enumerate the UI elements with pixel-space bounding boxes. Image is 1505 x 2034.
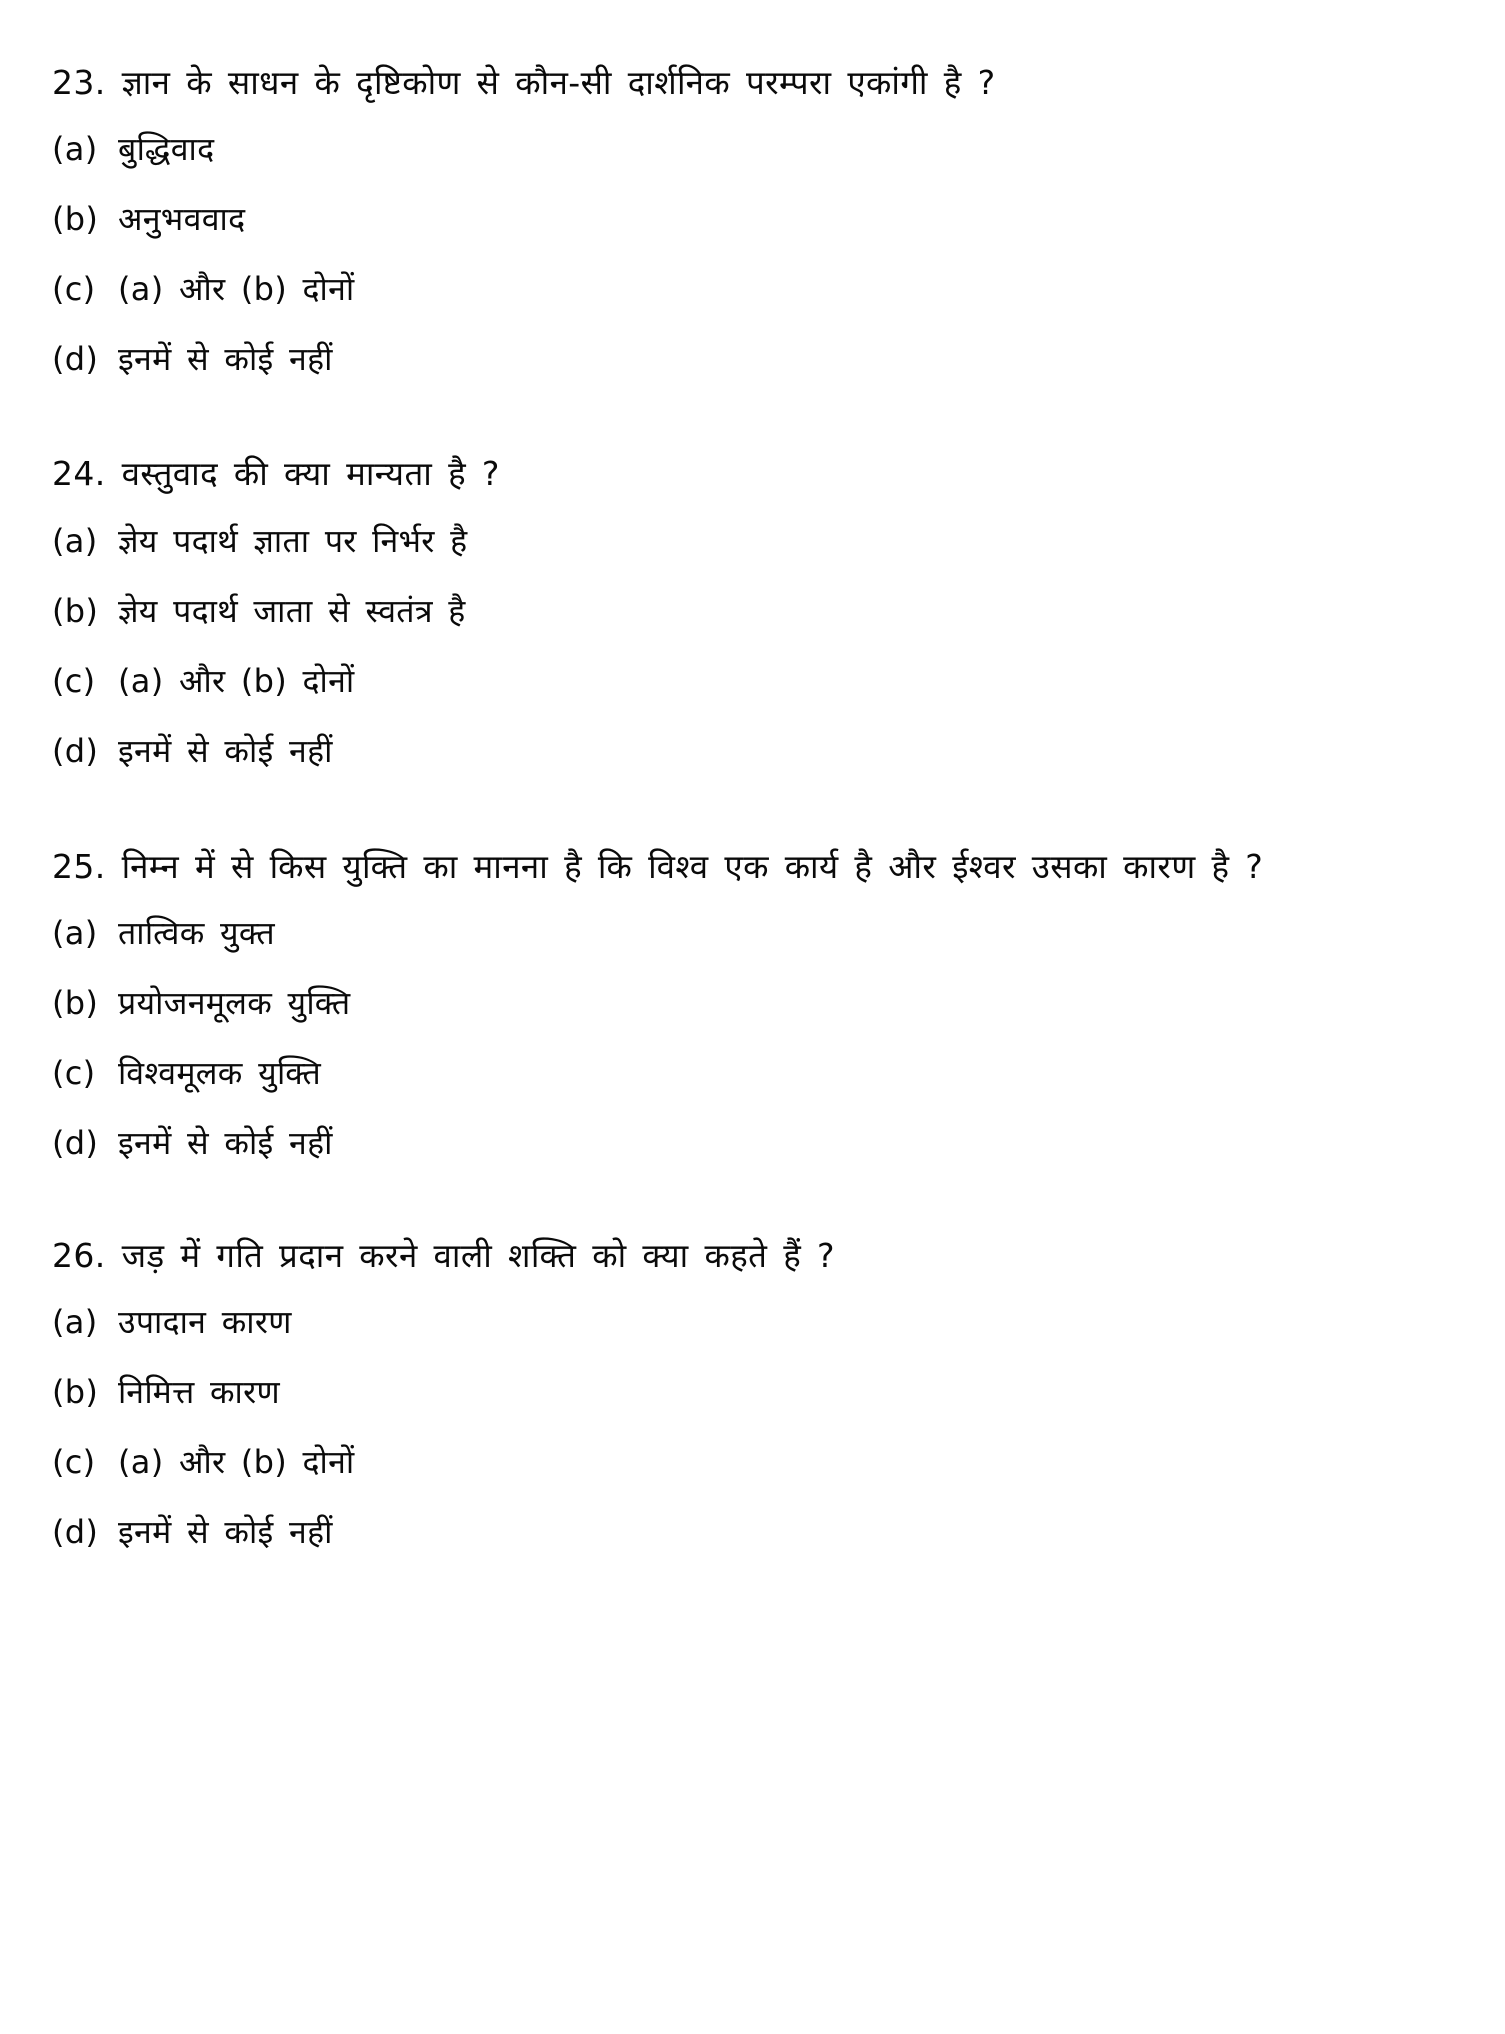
option-text-25-c: विश्वमूलक युक्ति bbox=[118, 1054, 321, 1093]
option-text-24-a: ज्ञेय पदार्थ ज्ञाता पर निर्भर है bbox=[118, 521, 468, 560]
options-list-23 bbox=[52, 125, 1447, 383]
question-number-26: 26. bbox=[52, 1236, 106, 1276]
option-text-24-b: ज्ञेय पदार्थ जाता से स्वतंत्र है bbox=[118, 591, 466, 630]
option-text-23-d: इनमें से कोई नहीं bbox=[118, 340, 333, 379]
question-text-25 bbox=[52, 841, 1412, 893]
option-label-25-a: (a) bbox=[52, 914, 98, 953]
option-text-25-d: इनमें से कोई नहीं bbox=[118, 1124, 333, 1163]
option-23-a[interactable] bbox=[52, 125, 1447, 173]
option-24-c[interactable] bbox=[52, 657, 1447, 705]
option-label-24-d: (d) bbox=[52, 731, 99, 770]
question-body-25: निम्न में से किस युक्ति का मानना है कि विश्व एक कार्य है और ईश्वर उसका कारण है ? bbox=[121, 846, 1264, 886]
question-block-25 bbox=[52, 841, 1447, 1167]
option-label-26-b: (b) bbox=[52, 1373, 99, 1412]
question-text-24 bbox=[52, 447, 1412, 500]
option-label-23-a: (a) bbox=[52, 130, 98, 169]
option-label-25-b: (b) bbox=[52, 984, 99, 1023]
option-26-a[interactable] bbox=[52, 1298, 1447, 1346]
question-number-23: 23. bbox=[52, 63, 106, 102]
question-block-24 bbox=[52, 447, 1447, 774]
question-block-26 bbox=[52, 1229, 1447, 1556]
option-label-23-b: (b) bbox=[52, 200, 99, 239]
option-text-26-a: उपादान कारण bbox=[118, 1303, 292, 1342]
option-25-b[interactable] bbox=[52, 979, 1447, 1027]
option-text-25-a: तात्विक युक्त bbox=[118, 914, 275, 953]
options-list-25 bbox=[52, 909, 1447, 1167]
question-body-23: ज्ञान के साधन के दृष्टिकोण से कौन-सी दार्शनिक परम्परा एकांगी है ? bbox=[121, 63, 996, 102]
option-24-d[interactable] bbox=[52, 727, 1447, 775]
option-label-26-a: (a) bbox=[52, 1303, 98, 1342]
option-label-24-a: (a) bbox=[52, 521, 98, 560]
option-25-c[interactable] bbox=[52, 1049, 1447, 1097]
option-text-25-b: प्रयोजनमूलक युक्ति bbox=[118, 984, 351, 1023]
option-23-c[interactable] bbox=[52, 265, 1447, 313]
option-25-a[interactable] bbox=[52, 909, 1447, 957]
option-text-23-b: अनुभववाद bbox=[118, 200, 246, 239]
option-label-25-c: (c) bbox=[52, 1054, 96, 1093]
options-list-26 bbox=[52, 1298, 1447, 1556]
option-text-26-b: निमित्त कारण bbox=[118, 1373, 280, 1412]
option-24-b[interactable] bbox=[52, 587, 1447, 635]
option-26-c[interactable] bbox=[52, 1438, 1447, 1486]
option-label-24-c: (c) bbox=[52, 661, 96, 700]
option-label-26-d: (d) bbox=[52, 1513, 99, 1552]
option-text-23-c: (a) और (b) दोनों bbox=[118, 270, 355, 309]
option-label-24-b: (b) bbox=[52, 591, 99, 630]
options-list-24 bbox=[52, 517, 1447, 775]
question-body-26: जड़ में गति प्रदान करने वाली शक्ति को क्या कहते हैं ? bbox=[121, 1236, 835, 1276]
question-text-26 bbox=[52, 1229, 1412, 1282]
option-26-d[interactable] bbox=[52, 1508, 1447, 1556]
option-label-25-d: (d) bbox=[52, 1124, 99, 1163]
question-number-25: 25. bbox=[52, 846, 106, 886]
question-number-24: 24. bbox=[52, 454, 106, 494]
option-text-24-c: (a) और (b) दोनों bbox=[118, 661, 355, 700]
option-text-23-a: बुद्धिवाद bbox=[118, 130, 215, 169]
option-text-26-c: (a) और (b) दोनों bbox=[118, 1443, 355, 1482]
option-25-d[interactable] bbox=[52, 1119, 1447, 1167]
option-26-b[interactable] bbox=[52, 1368, 1447, 1416]
question-block-23 bbox=[52, 56, 1447, 383]
option-text-24-d: इनमें से कोई नहीं bbox=[118, 731, 333, 770]
question-body-24: वस्तुवाद की क्या मान्यता है ? bbox=[121, 454, 500, 494]
option-label-26-c: (c) bbox=[52, 1443, 96, 1482]
option-23-b[interactable] bbox=[52, 195, 1447, 243]
option-label-23-d: (d) bbox=[52, 340, 99, 379]
option-label-23-c: (c) bbox=[52, 270, 96, 309]
option-23-d[interactable] bbox=[52, 335, 1447, 383]
option-text-26-d: इनमें से कोई नहीं bbox=[118, 1513, 333, 1552]
option-24-a[interactable] bbox=[52, 517, 1447, 565]
question-text-23 bbox=[52, 56, 1412, 109]
